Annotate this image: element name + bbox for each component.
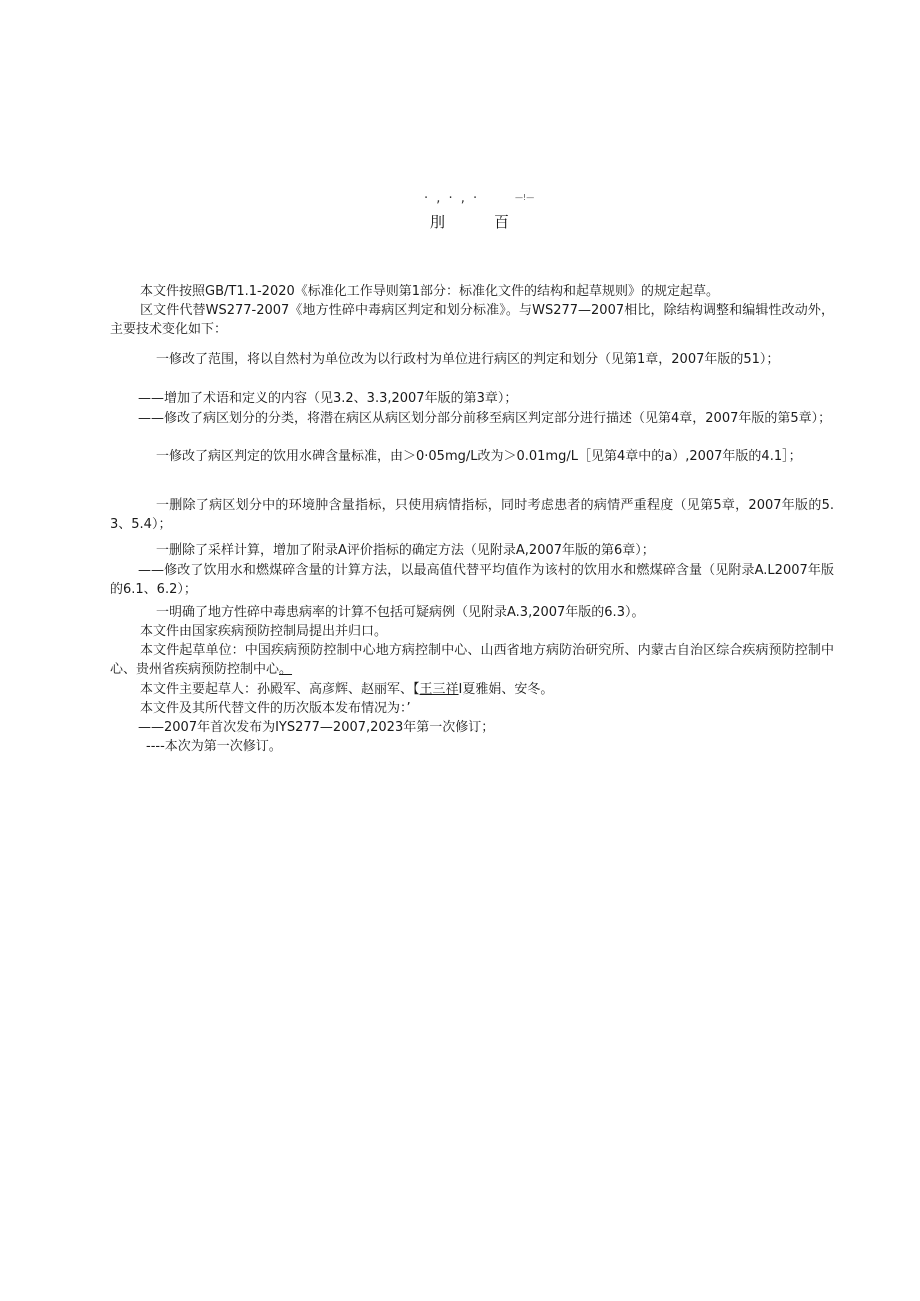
- change-item-water-standard: 一修改了病区判定的饮用水碑含量标准，由＞0·05mg∕L改为＞0.01mg∕L［见第4章中的a）,2007年版的4.1］；: [156, 449, 802, 464]
- page-title: [430, 211, 509, 232]
- change-item-calculation: ——修改了饮用水和燃煤碎含量的计算方法，以最高值代替平均值作为该村的饮用水和燃煤碎含量（见附录A.L2007年版的6.1、6.2）；: [110, 563, 834, 597]
- header-mark: —!—: [515, 193, 535, 202]
- change-item-terms: ——增加了术语和定义的内容（见3.2、3.3,2007年版的第3章）；: [138, 391, 518, 406]
- paragraph-proposer: 本文件由国家疾病预防控制局提出并归口。: [140, 624, 388, 639]
- header-dots: · , · , ·: [424, 191, 480, 206]
- paragraph-history: 本文件及其所代替文件的历次版本发布情况为：’: [140, 701, 411, 716]
- change-item-scope: 一修改了范围，将以自然村为单位改为以行政村为单位进行病区的判定和划分（见第1章，2007年版的51）；: [156, 352, 780, 367]
- change-item-classification: ——修改了病区划分的分类，将潜在病区从病区划分部分前移至病区判定部分进行描述（见第4章，2007年版的第5章）；: [138, 411, 832, 426]
- paragraph-drafters: [110, 680, 834, 699]
- history-item-current: ----本次为第一次修订。: [146, 739, 282, 754]
- drafting-units-end: 。: [279, 662, 293, 677]
- title-left-char: 刖: [430, 213, 446, 231]
- paragraph-drafting-rules: 本文件按照GB/T1.1-2020《标准化工作导则第1部分：标准化文件的结构和起草规则》的规定起草。: [140, 284, 720, 299]
- drafters-text: 本文件主要起草人：孙殿军、高彦辉、赵丽军、【: [140, 682, 420, 697]
- change-item-environment-index: 一删除了病区划分中的环境肿含量指标，只使用病情指标，同时考虑患者的病情严重程度（见第5章，2007年版的5.3、5.4）；: [110, 498, 834, 532]
- drafting-units-text: 本文件起草单位：中国疾病预防控制中心地方病控制中心、山西省地方病防治研究所、内蒙古自治区综合疾病预防控制中心、贵州省疾病预防控制中心: [110, 643, 834, 677]
- history-item-2007: ——2007年首次发布为IYS277—2007,2023年第一次修订；: [138, 720, 495, 735]
- title-right-char: 百: [494, 213, 510, 231]
- change-item-sampling: 一删除了采样计算，增加了附录A评价指标的确定方法（见附录A,2007年版的第6章）；: [156, 543, 655, 558]
- paragraph-replaces: 区文件代替WS277-2007《地方性碎中毒病区判定和划分标准》。与WS277—2007相比，除结构调整和编辑性改动外，主要技术变化如下：: [110, 303, 834, 337]
- drafter-name-boxed: 王三祥: [419, 682, 459, 697]
- drafters-text-end: I夏雅娟、安冬。: [458, 682, 554, 697]
- change-item-prevalence: 一明确了地方性碎中毒患病率的计算不包括可疑病例（见附录A.3,2007年版的6.3）。: [156, 605, 645, 620]
- paragraph-drafting-units: [110, 641, 834, 679]
